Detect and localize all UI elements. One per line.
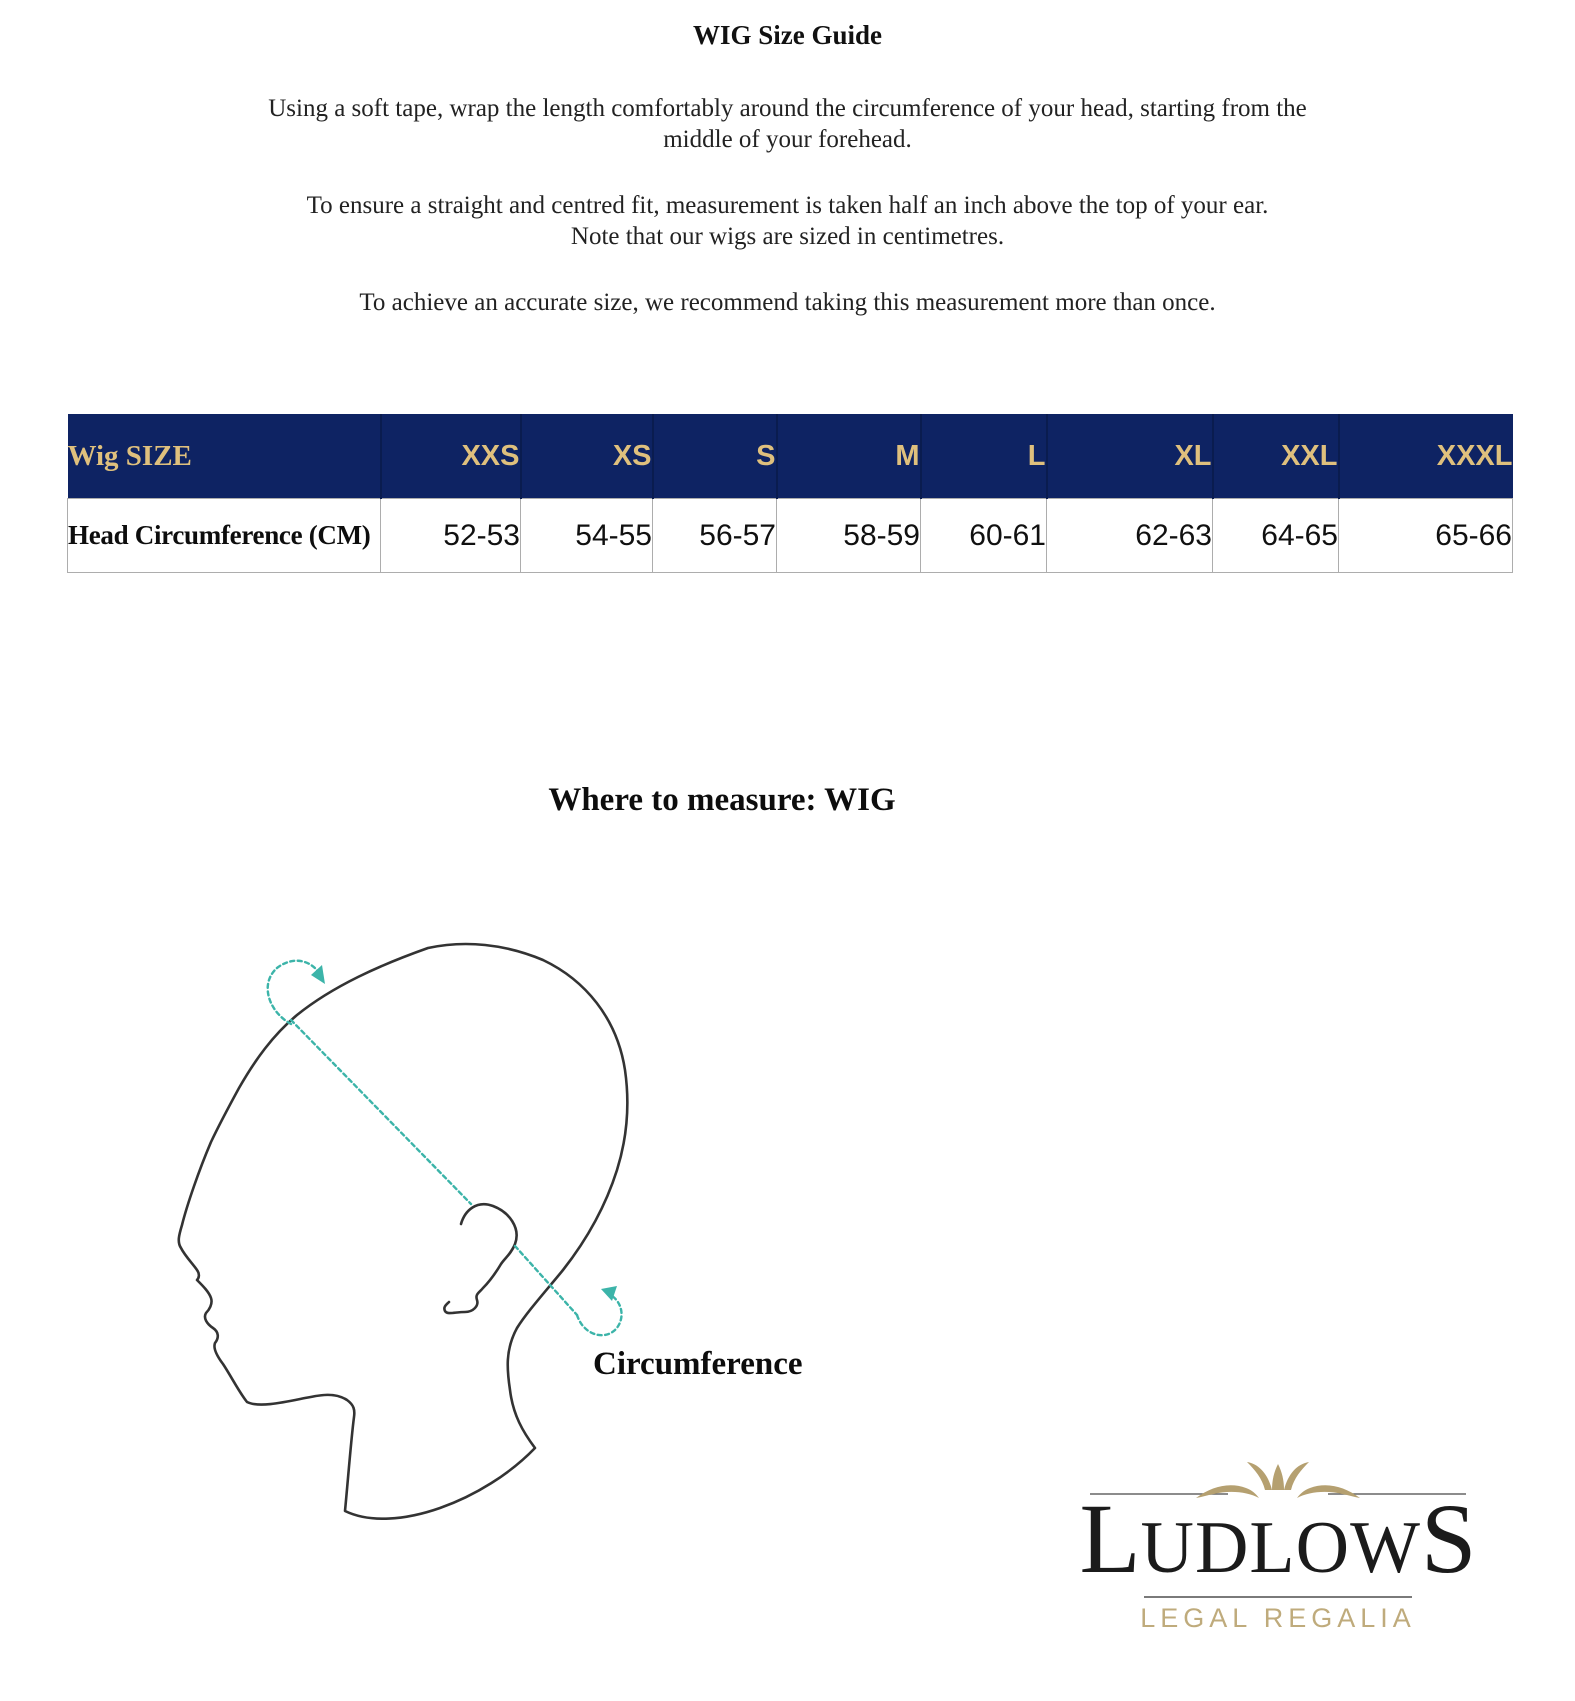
- intro-p2-line1: To ensure a straight and centred fit, measurement is taken half an inch above the top of your ear.: [306, 192, 1269, 219]
- size-col-xxs: XXS: [381, 414, 521, 499]
- size-col-xl: XL: [1047, 414, 1213, 499]
- size-col-xxxl: XXXL: [1339, 414, 1513, 499]
- value-xxl: 64-65: [1213, 499, 1339, 573]
- size-col-s: S: [653, 414, 777, 499]
- circumference-label: Circumference: [593, 1346, 803, 1382]
- value-m: 58-59: [777, 499, 921, 573]
- intro-paragraph-3: [118, 287, 1458, 318]
- logo-brand-last-letter: S: [1420, 1483, 1477, 1594]
- circumference-row-label: Head Circumference (CM): [68, 499, 381, 573]
- intro-p1-line1: Using a soft tape, wrap the length comfortably around the circumference of your head, starting from the: [268, 95, 1307, 122]
- logo-brand-first-letter: L: [1079, 1483, 1141, 1594]
- size-table-header-row: [68, 414, 1513, 499]
- value-xl: 62-63: [1047, 499, 1213, 573]
- size-col-l: L: [921, 414, 1047, 499]
- logo-tagline: LEGAL REGALIA: [1140, 1603, 1416, 1633]
- value-s: 56-57: [653, 499, 777, 573]
- intro-p1-line2: middle of your forehead.: [663, 126, 912, 153]
- size-col-xs: XS: [521, 414, 653, 499]
- value-xxxl: 65-66: [1339, 499, 1513, 573]
- head-profile-figure: [155, 920, 745, 1580]
- where-to-measure-heading: Where to measure: WIG: [548, 782, 896, 818]
- logo-brand-text: [1078, 1483, 1478, 1607]
- page-title: WIG Size Guide: [692, 20, 882, 50]
- circumference-row: [68, 499, 1513, 573]
- intro-p3-line: To achieve an accurate size, we recommend taking this measurement more than once.: [359, 289, 1216, 316]
- ludlows-logo: [1078, 1456, 1478, 1634]
- value-xxs: 52-53: [381, 499, 521, 573]
- fleur-icon: [1196, 1462, 1360, 1498]
- tape-loop-bottom: [577, 1293, 622, 1335]
- logo-brand-mid-letters: UDLOW: [1140, 1507, 1421, 1589]
- size-col-xxl: XXL: [1213, 414, 1339, 499]
- size-col-m: M: [777, 414, 921, 499]
- size-table-corner-label: Wig SIZE: [68, 414, 381, 499]
- intro-paragraph-1: [118, 93, 1458, 155]
- head-outline: [179, 944, 628, 1519]
- value-xs: 54-55: [521, 499, 653, 573]
- value-l: 60-61: [921, 499, 1047, 573]
- intro-paragraph-2: [118, 190, 1458, 252]
- wig-size-table: [67, 414, 1513, 573]
- intro-p2-line2: Note that our wigs are sized in centimetres.: [570, 223, 1005, 250]
